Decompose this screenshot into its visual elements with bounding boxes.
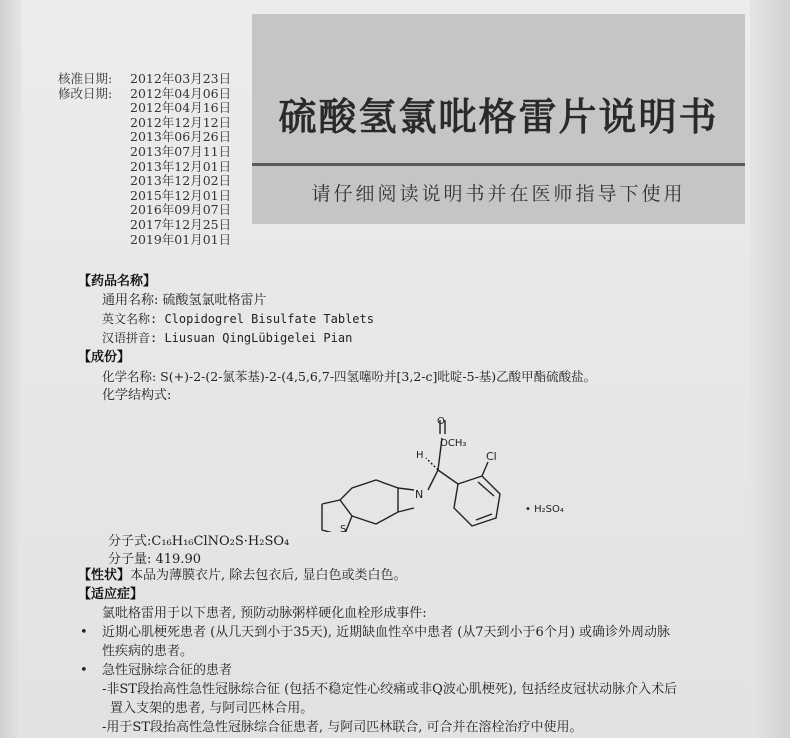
bullet-icon: •	[80, 625, 88, 640]
methoxy-label: OCH₃	[440, 438, 467, 449]
indication-item-1-line-2: 性疾病的患者。	[102, 644, 194, 659]
title-banner	[252, 14, 745, 224]
molecular-formula: 分子式:C₁₆H₁₆ClNO₂S·H₂SO₄	[108, 534, 290, 549]
revision-date: 2012年04月16日	[130, 100, 232, 116]
revision-date: 2012年12月12日	[130, 114, 232, 130]
revision-date: 2013年07月11日	[130, 143, 232, 159]
indication-item-2-text: 急性冠脉综合征的患者	[102, 663, 233, 678]
sulfur-label: S	[340, 524, 347, 532]
oxygen-label: O	[437, 416, 445, 427]
revision-date-label: 修改日期:	[58, 85, 113, 101]
hydrogen-label: H	[416, 450, 424, 461]
chemical-structure	[300, 412, 590, 532]
document-subtitle: 请仔细阅读说明书并在医师指导下使用	[311, 183, 686, 205]
revision-dates	[58, 72, 231, 247]
drug-name-heading: 【药品名称】	[78, 274, 157, 289]
indication-item-1-line-1: 近期心肌梗死患者 (从几天到小于35天), 近期缺血性卒中患者 (从7天到小于6个月) 或确诊外周动脉	[102, 625, 671, 640]
revision-date: 2015年12月01日	[130, 187, 232, 203]
chlorine-label: Cl	[486, 450, 497, 463]
revision-date-row	[58, 87, 231, 102]
revision-date: 2017年12月25日	[130, 216, 232, 232]
indication-subitem-2: -用于ST段抬高性急性冠脉综合征患者, 与阿司匹林联合, 可合并在溶栓治疗中使用。	[102, 720, 583, 735]
indication-item-2	[78, 661, 750, 680]
revision-date: 2013年12月02日	[130, 173, 232, 189]
drug-info-section	[78, 272, 750, 405]
page-left-edge	[0, 0, 22, 738]
chemical-name: 化学名称: S(+)-2-(2-氯苯基)-2-(4,5,6,7-四氢噻吩并[3,2-c]吡啶-5-基)乙酸甲酯硫酸盐。	[102, 369, 597, 384]
title-divider	[252, 163, 745, 166]
properties-heading: 【性状】	[78, 568, 131, 583]
approval-date-label: 核准日期:	[58, 71, 113, 86]
indication-subitem-1-line-2: 置入支架的患者, 与阿司匹林合用。	[110, 701, 314, 716]
approval-date-row	[58, 72, 231, 87]
english-name: 英文名称: Clopidogrel Bisulfate Tablets	[102, 312, 374, 326]
indication-item-1	[78, 623, 750, 642]
indications-intro: 氯吡格雷用于以下患者, 预防动脉粥样硬化血栓形成事件:	[102, 606, 427, 621]
sulfate-salt-label: • H₂SO₄	[525, 504, 564, 515]
nitrogen-label: N	[415, 488, 424, 501]
pinyin-name: 汉语拼音: Liusuan QingLübigelei Pian	[102, 331, 353, 345]
approval-date: 2012年03月23日	[130, 71, 232, 86]
revision-date: 2013年12月01日	[130, 158, 232, 174]
structure-label: 化学结构式:	[102, 388, 172, 403]
revision-date: 2013年06月26日	[130, 129, 232, 145]
generic-name: 通用名称: 硫酸氢氯吡格雷片	[102, 293, 267, 308]
document-title: 硫酸氢氯吡格雷片说明书	[278, 95, 719, 139]
ingredients-heading: 【成份】	[78, 350, 131, 365]
molecular-weight: 分子量: 419.90	[108, 552, 201, 567]
properties-indications-section	[78, 566, 750, 737]
revision-date: 2019年01月01日	[130, 231, 232, 247]
revision-date: 2012年04月06日	[130, 85, 232, 101]
bullet-icon: •	[80, 663, 88, 678]
revision-date: 2016年09月07日	[130, 202, 232, 218]
indications-heading: 【适应症】	[78, 587, 144, 602]
properties-text: 本品为薄膜衣片, 除去包衣后, 显白色或类白色。	[130, 568, 407, 583]
indication-subitem-1-line-1: -非ST段抬高性急性冠脉综合征 (包括不稳定性心绞痛或非Q波心肌梗死), 包括经皮冠状动脉介入术后	[102, 682, 678, 697]
page-right-edge	[750, 0, 790, 738]
